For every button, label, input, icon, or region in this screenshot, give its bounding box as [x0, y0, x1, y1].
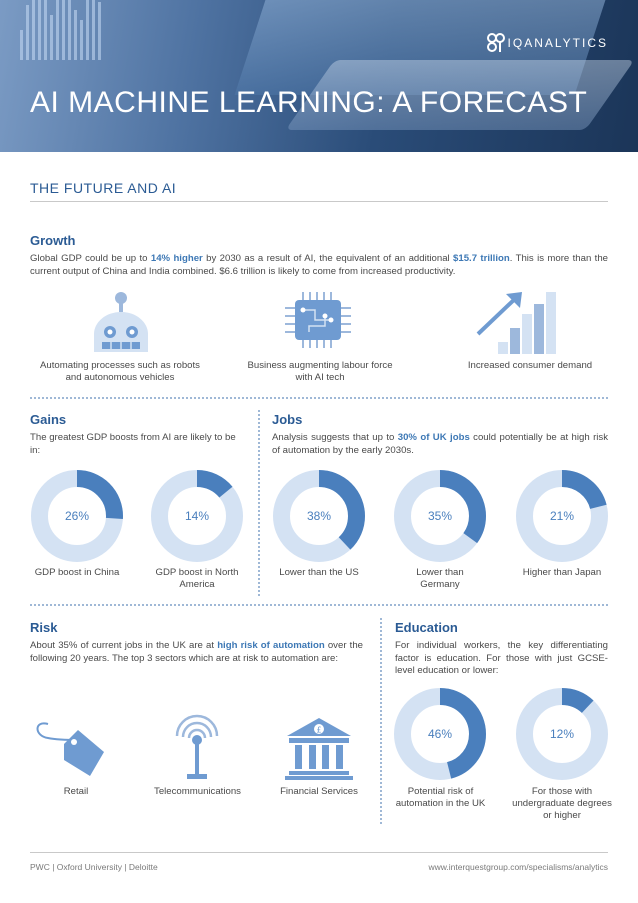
growth-heading: Growth	[30, 233, 76, 248]
logo-mark-icon	[486, 32, 506, 54]
donut-label: Lower than the US	[279, 567, 359, 578]
price-tag-icon	[34, 716, 118, 780]
decorative-bar	[62, 0, 65, 60]
donut-label: Higher than Japan	[522, 567, 602, 578]
donut-chart	[516, 688, 608, 780]
chip-icon	[285, 292, 351, 348]
section-title: THE FUTURE AND AI	[30, 180, 177, 196]
page-title: AI MACHINE LEARNING: A FORECAST	[30, 86, 588, 119]
footer-divider	[30, 852, 608, 853]
decorative-bar	[98, 2, 101, 60]
education-text: For individual workers, the key differentiating factor is education. For those with just GCSE-level education or lower:	[395, 640, 608, 677]
risk-heading: Risk	[30, 620, 58, 635]
jobs-heading: Jobs	[272, 412, 303, 427]
decorative-bar	[80, 20, 83, 60]
dotted-divider	[30, 604, 608, 606]
donut-label: For those with undergraduate degrees or higher	[512, 786, 612, 821]
decorative-bar	[32, 0, 35, 60]
growth-item-label: Increased consumer demand	[467, 360, 593, 371]
donut-label: Potential risk of automation in the UK	[395, 786, 486, 809]
decorative-bar	[92, 0, 95, 60]
decorative-bar	[38, 0, 41, 60]
logo	[486, 32, 608, 54]
decorative-bar	[26, 5, 29, 60]
donut-percent: 46%	[427, 727, 453, 741]
decorative-bar	[56, 0, 59, 60]
donut-chart	[273, 470, 365, 562]
decorative-bar	[86, 0, 89, 60]
gains-heading: Gains	[30, 412, 67, 427]
donut-label: GDP boost in China	[34, 567, 120, 578]
decorative-bar	[20, 30, 23, 60]
donut-percent: 21%	[549, 509, 575, 523]
hero-banner	[0, 0, 638, 152]
donut-chart	[516, 470, 608, 562]
jobs-text: Analysis suggests that up to 30% of UK jobs could potentially be at high risk of automation by the early 2030s.	[272, 432, 608, 456]
decorative-bar	[68, 0, 71, 60]
education-heading: Education	[395, 620, 458, 635]
growth-item-label: Automating processes such as robots and autonomous vehicles	[40, 360, 200, 383]
donut-chart	[394, 470, 486, 562]
vertical-divider	[258, 410, 260, 596]
dotted-divider	[30, 397, 608, 399]
donut-percent: 14%	[184, 509, 210, 523]
gains-text: The greatest GDP boosts from AI are likely to be in:	[30, 432, 236, 456]
donut-chart	[151, 470, 243, 562]
donut-percent: 38%	[306, 509, 332, 523]
donut-percent: 12%	[549, 727, 575, 741]
donut-label: Lower than Germany	[416, 567, 464, 590]
robot-icon	[88, 290, 154, 354]
decorative-bar	[50, 15, 53, 60]
donut-percent: 35%	[427, 509, 453, 523]
sector-label: Financial Services	[280, 786, 358, 797]
decorative-bar	[44, 0, 47, 60]
sector-label: Telecommunications	[154, 786, 241, 797]
footer-url-link[interactable]: www.interquestgroup.com/specialisms/analytics	[428, 862, 608, 872]
vertical-divider	[380, 618, 382, 824]
svg-text:£: £	[316, 725, 322, 735]
footer-sources: PWC | Oxford University | Deloitte	[30, 862, 158, 872]
donut-chart	[31, 470, 123, 562]
logo-text: IQANALYTICS	[507, 36, 608, 50]
growth-text: Global GDP could be up to 14% higher by 2030 as a result of AI, the equivalent of an additional $15.7 trillion. This is more than the current output of China and India combined. $6.6 trillion is likely to come from increased productivity.	[30, 253, 609, 277]
divider	[30, 201, 608, 202]
antenna-icon	[172, 712, 222, 780]
donut-label: GDP boost in North America	[155, 567, 239, 590]
bank-icon	[285, 716, 353, 780]
donut-percent: 26%	[64, 509, 90, 523]
donut-chart	[394, 688, 486, 780]
risk-text: About 35% of current jobs in the UK are at high risk of automation over the following 20 years. The top 3 sectors which are at risk to automation are:	[30, 640, 363, 664]
growth-item-label: Business augmenting labour force with AI tech	[247, 360, 393, 383]
sector-label: Retail	[63, 786, 89, 797]
growth-chart-icon	[476, 290, 558, 354]
decorative-bar	[74, 10, 77, 60]
